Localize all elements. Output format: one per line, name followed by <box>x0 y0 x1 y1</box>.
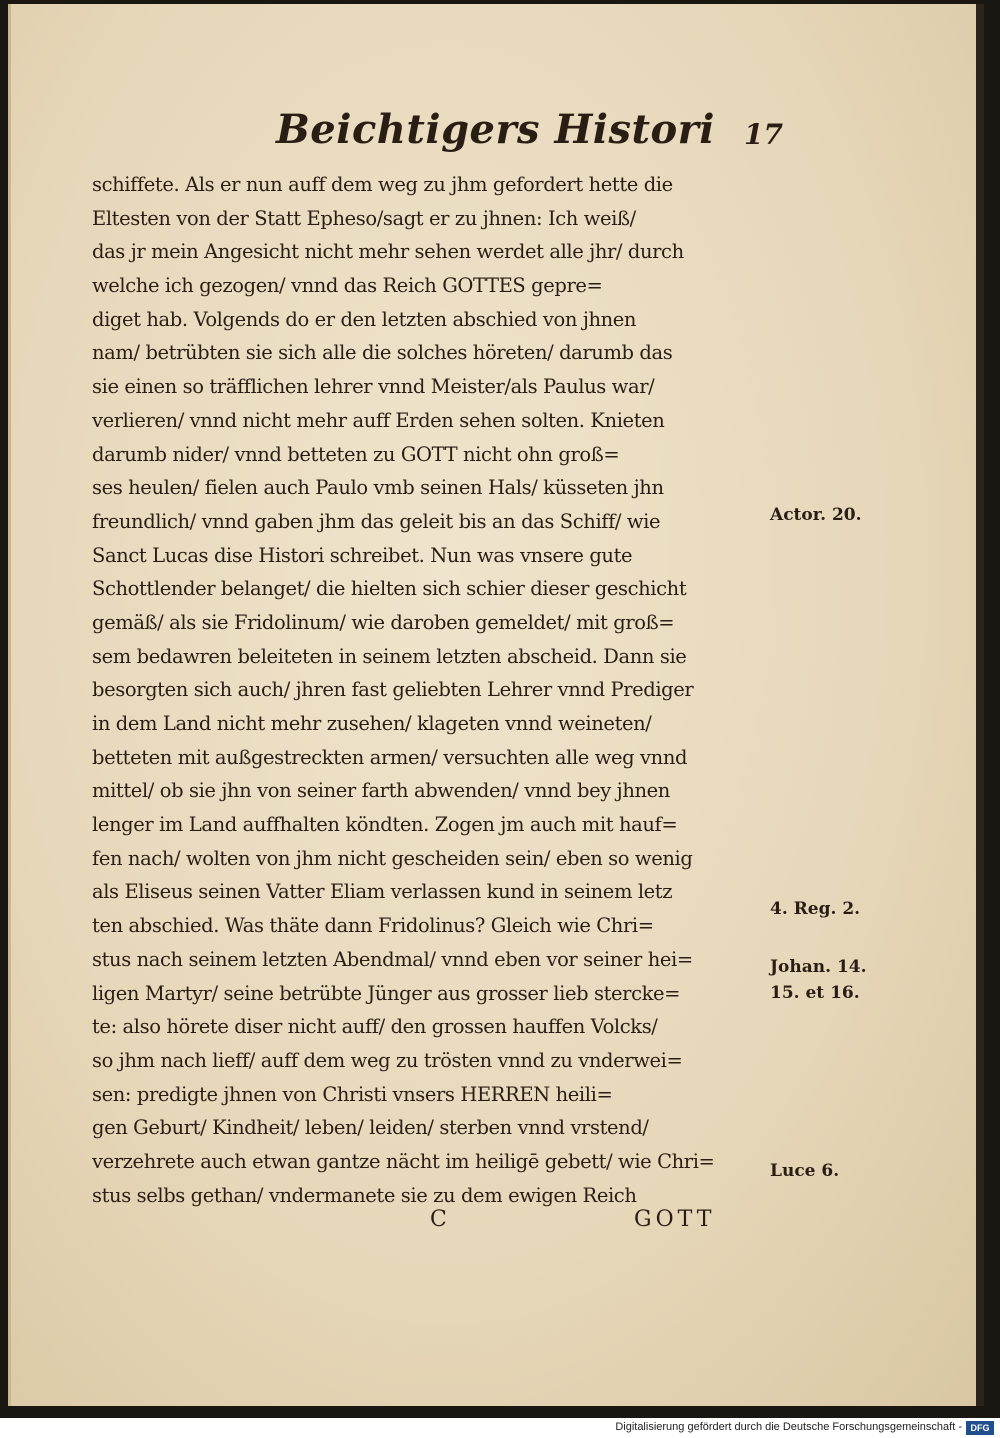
body-line: darumb nider/ vnnd betteten zu GOTT nicht ohn groß= <box>92 442 620 466</box>
catchword: GOTT <box>634 1207 716 1232</box>
body-line: in dem Land nicht mehr zusehen/ klageten vnnd weineten/ <box>92 712 652 735</box>
margin-note-johan-cont: 15. et 16. <box>770 983 860 1003</box>
body-text <box>92 168 782 1212</box>
body-line: freundlich/ vnnd gaben jhm das geleit bis an das Schiff/ wie <box>92 509 661 533</box>
body-line: ses heulen/ fielen auch Paulo vmb seinen Hals/ küsseten jhn <box>92 476 664 500</box>
running-head <box>276 100 796 160</box>
margin-note-actor: Actor. 20. <box>770 505 862 525</box>
footer-bar <box>0 1418 1000 1438</box>
body-line: diget hab. Volgends do er den letzten abschied von jhnen <box>92 307 637 331</box>
body-line: gemäß/ als sie Fridolinum/ wie daroben gemeldet/ mit groß= <box>92 610 675 634</box>
margin-note-reg: 4. Reg. 2. <box>770 899 861 919</box>
body-line: Eltesten von der Statt Epheso/sagt er zu jhnen: Ich weiß/ <box>92 206 636 230</box>
body-line: Schottlender belanget/ die hielten sich schier dieser geschicht <box>92 577 687 601</box>
body-line: das jr mein Angesicht nicht mehr sehen werdet alle jhr/ durch <box>92 240 684 264</box>
body-line: welche ich gezogen/ vnnd das Reich GOTTES gepre= <box>92 274 603 298</box>
body-line: betteten mit außgestreckten armen/ versuchten alle weg vnnd <box>92 745 688 769</box>
body-line: mittel/ ob sie jhn von seiner farth abwenden/ vnnd bey jhnen <box>92 779 670 803</box>
margin-note-johan: Johan. 14. <box>770 957 867 977</box>
body-line: so jhm nach lieff/ auff dem weg zu trösten vnnd zu vnderwei= <box>92 1048 683 1072</box>
margin-note-luce: Luce 6. <box>770 1161 840 1181</box>
body-line: verzehrete auch etwan gantze nächt im heiligē gebett/ wie Chri= <box>92 1149 715 1173</box>
page-number: 17 <box>744 118 783 151</box>
body-line: lenger im Land auffhalten köndten. Zogen jm auch mit hauf= <box>92 813 678 837</box>
body-line: sem bedawren beleiteten in seinem letzten abscheid. Dann sie <box>92 644 687 668</box>
body-line: te: also hörete diser nicht auff/ den grossen hauffen Volcks/ <box>92 1015 658 1039</box>
signature-mark: C <box>430 1207 447 1232</box>
body-line: stus nach seinem letzten Abendmal/ vnnd eben vor seiner hei= <box>92 947 693 971</box>
running-title: Beichtigers Histori <box>276 106 715 153</box>
page-edge-shadow <box>976 4 984 1406</box>
dfg-logo: DFG <box>966 1421 994 1435</box>
body-line: ligen Martyr/ seine betrübte Jünger aus grosser lieb stercke= <box>92 981 681 1005</box>
body-line: nam/ betrübten sie sich alle die solches höreten/ darumb das <box>92 341 673 365</box>
body-line: ten abschied. Was thäte dann Fridolinus? Gleich wie Chri= <box>92 914 654 938</box>
body-line: besorgten sich auch/ jhren fast geliebten Lehrer vnnd Prediger <box>92 678 694 702</box>
body-line: schiffete. Als er nun auff dem weg zu jhm gefordert hette die <box>92 173 673 196</box>
body-line: fen nach/ wolten von jhm nicht gescheiden sein/ eben so wenig <box>92 846 693 870</box>
body-line: verlieren/ vnnd nicht mehr auff Erden sehen solten. Knieten <box>92 408 665 432</box>
body-line: als Eliseus seinen Vatter Eliam verlassen kund in seinem letz <box>92 880 673 904</box>
body-line: gen Geburt/ Kindheit/ leben/ leiden/ sterben vnnd vrstend/ <box>92 1116 649 1140</box>
body-line: sen: predigte jhnen von Christi vnsers HERREN heili= <box>92 1082 613 1106</box>
body-line: sie einen so träfflichen lehrer vnnd Meister/als Paulus war/ <box>92 375 655 399</box>
funding-credit: Digitalisierung gefördert durch die Deutsche Forschungsgemeinschaft - <box>615 1421 962 1433</box>
body-line: stus selbs gethan/ vndermanete sie zu dem ewigen Reich <box>92 1183 637 1207</box>
body-line: Sanct Lucas dise Histori schreibet. Nun was vnsere gute <box>92 543 633 567</box>
